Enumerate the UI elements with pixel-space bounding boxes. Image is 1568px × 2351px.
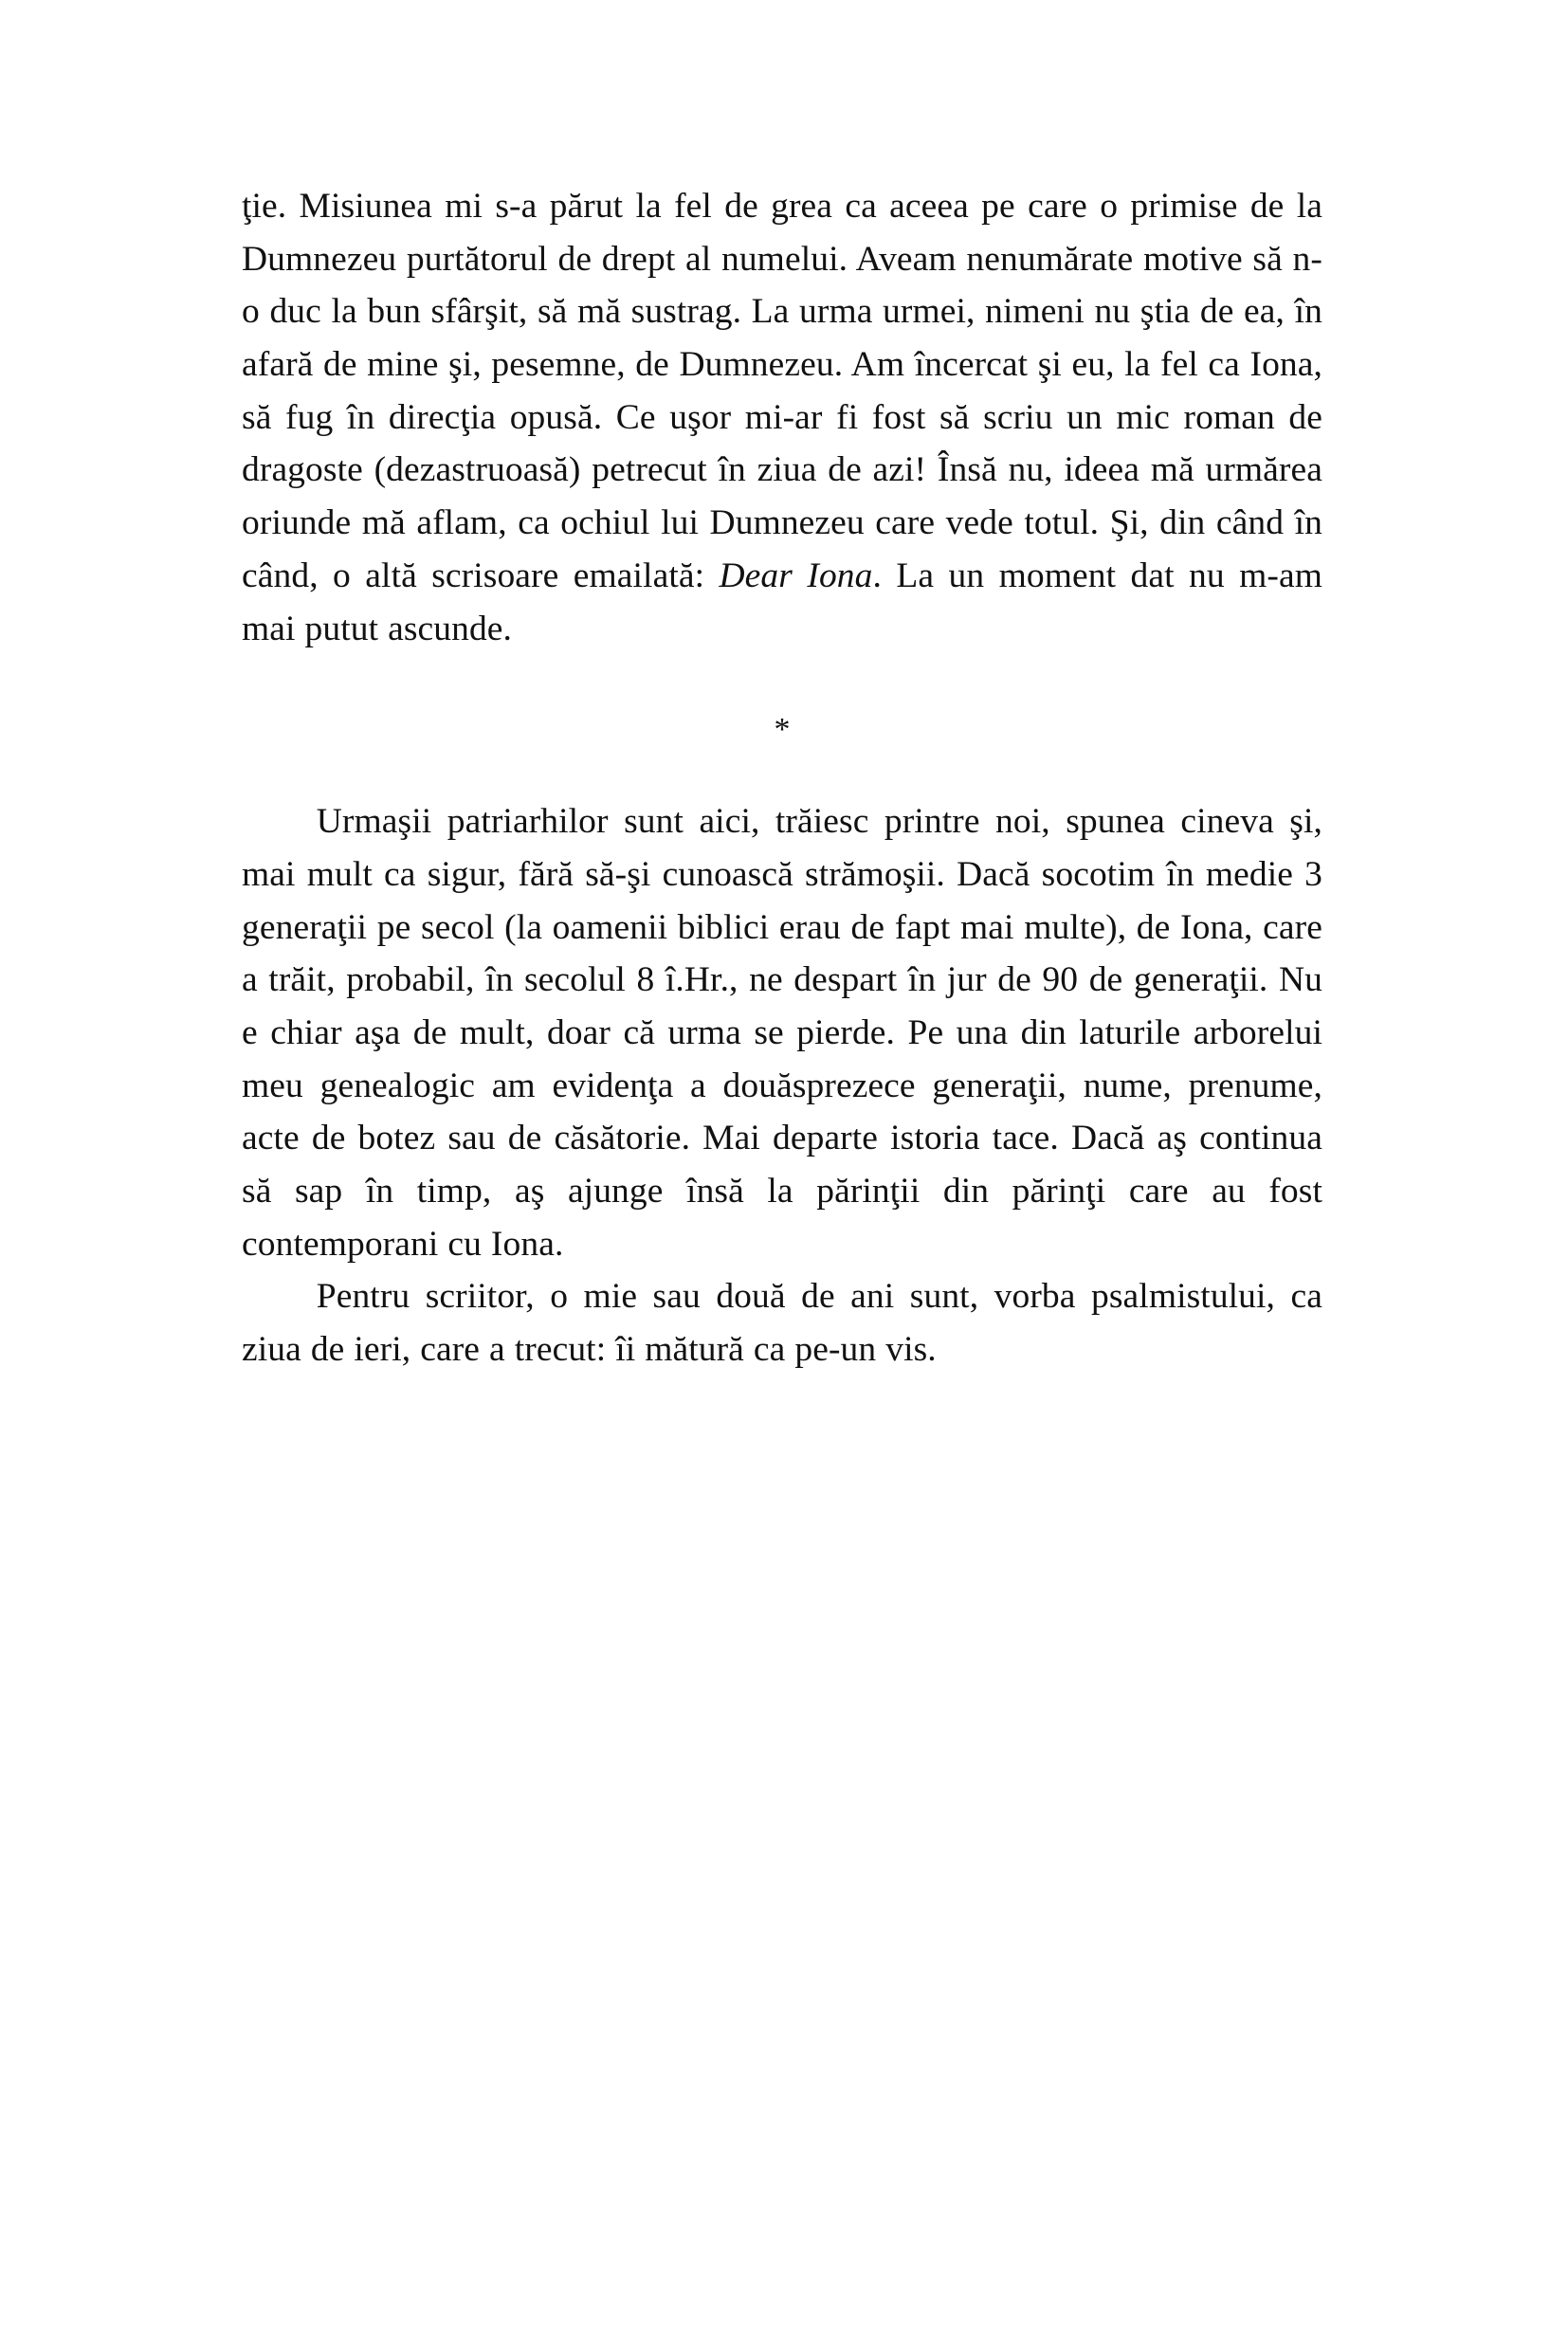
paragraph-2: Urmaşii patriarhilor sunt aici, trăiesc printre noi, spunea cineva şi, mai mult ca sigur, fără să-şi cunoască strămoşii. Dacă socotim în medie 3 generaţii pe secol (la oamenii biblici erau de fapt mai multe), de Iona, care a trăit, probabil, în secolul 8 î.Hr., ne despart în jur de 90 de generaţii. Nu e chiar aşa de mult, doar că urma se pierde. Pe una din laturile arborelui meu genealogic am evidenţa a douăsprezece generaţii, nume, prenume, acte de botez sau de căsătorie. Mai departe istoria tace. Dacă aş continua să sap în timp, aş ajunge însă la părinţii din părinţi care au fost contemporani cu Iona. bbox=[242, 802, 1322, 1264]
emphasis-text: Dear Iona bbox=[719, 556, 873, 595]
paragraph-1: ţie. Misiunea mi s-a părut la fel de grea ca aceea pe care o primise de la Dumnezeu purtătorul de drept al numelui. Aveam nenumărate motive să n-o duc la bun sfârşit, să mă sustrag. La urma urmei, nimeni nu ştia de ea, în afară de mine şi, pesemne, de Dumnezeu. Am încercat şi eu, la fel ca Iona, să fug în direcţia opusă. Ce uşor mi-ar fi fost să scriu un mic roman de dragoste (dezastruoasă) petrecut în ziua de azi! Însă nu, ideea mă urmărea oriunde mă aflam, ca ochiul lui Dumnezeu care vede totul. Şi, din când în când, o altă scrisoare emailată: Dear Iona. La un moment dat nu m-am mai putut ascunde. bbox=[242, 187, 1322, 648]
page-text-block bbox=[242, 180, 1322, 1376]
section-divider: * bbox=[774, 712, 791, 748]
paragraph-3: Pentru scriitor, o mie sau două de ani sunt, vorba psalmistului, ca ziua de ieri, care a trecut: îi mătură ca pe-un vis. bbox=[242, 1277, 1322, 1370]
